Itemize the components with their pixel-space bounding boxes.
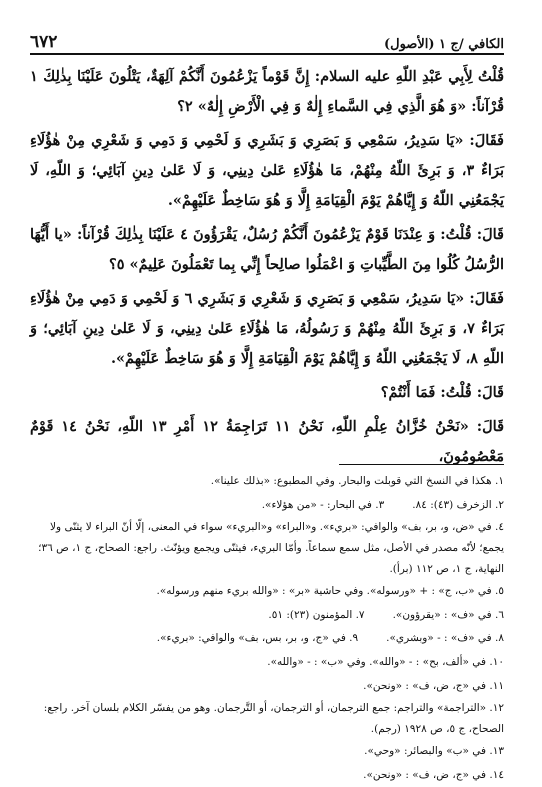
footnote: ٢. الزخرف (٤٣): ٨٤. xyxy=(412,498,504,511)
header-rule xyxy=(30,53,504,55)
paragraph: قَالَ: قُلْتُ: فَمَا أَنْتُمْ؟ xyxy=(380,384,504,401)
footnote: ٣. في البحار: - «من هؤلاء». xyxy=(261,498,385,511)
footnote-row xyxy=(30,627,504,651)
paragraph: قَالَ: قُلْتُ: وَ عِنْدَنَا قَوْمٌ يَزْعُمُونَ أَنَّكُمْ رُسُلٌ، يَقْرَؤُونَ ٤ عَلَيْنَا بِذٰلِكَ قُرْآناً: «يا أَيُّهَا الرُّسُلُ كُلُوا مِنَ الطَّيِّباتِ وَ اعْمَلُوا صالِحاً إِنِّي بِما تَعْمَلُونَ عَلِيمٌ» ٥؟ xyxy=(30,226,504,273)
main-text xyxy=(30,62,504,476)
paragraph: قُلْتُ لِأَبِي عَبْدِ اللّهِ عليه السلام: إِنَّ قَوْماً يَزْعُمُونَ أَنَّكُمْ آلِهَةٌ، يَتْلُونَ عَلَيْنَا بِذٰلِكَ ١ قُرْآناً: «وَ هُوَ الَّذِي فِي السَّماءِ إِلٰهٌ وَ فِي الْأَرْضِ إِلٰهٌ» ٢؟ xyxy=(30,68,504,115)
footnote: ٧. المؤمنون (٢٣): ٥١. xyxy=(268,608,365,621)
paragraph: قَالَ: «نَحْنُ خُزَّانُ عِلْمِ اللّهِ، نَحْنُ ١١ تَرَاجِمَةُ ١٢ أَمْرِ ١٣ اللّهِ، نَحْنُ ١٤ قَوْمٌ مَعْصُومُونَ، xyxy=(30,418,505,465)
running-header xyxy=(30,26,504,52)
footnote: ١١. في «ج، ض، ف» : «ونحن». xyxy=(363,679,504,692)
footnote: ١٣. في «ب» والبصائر: «وحي». xyxy=(364,745,504,758)
footnote: ٦. في «ف» : «يقرؤون». xyxy=(392,608,504,621)
footnote: ٥. في «ب، ج» : + «ورسوله». وفي حاشية «بر» : «والله بريء منهم ورسوله». xyxy=(156,585,504,598)
footnote: ١٠. في «ألف، بح» : - «والله». وفي «ب» : - «والله». xyxy=(267,655,504,668)
paragraph: فَقَالَ: «يَا سَدِيرُ، سَمْعِي وَ بَصَرِي وَ بَشَرِي وَ لَحْمِي وَ دَمِي وَ شَعْرِي مِنْ هٰؤُلَاءِ بَرَاءٌ ٣، وَ بَرِئَ اللّهُ مِنْهُمْ، مَا هٰؤُلَاءِ عَلىٰ دِينِي، وَ لَا عَلىٰ دِينِ آبَائِي؛ وَ اللّهِ، لَا يَجْمَعُنِي اللّهُ وَ إِيَّاهُمْ يَوْمَ الْقِيَامَةِ إِلَّا وَ هُوَ سَاخِطٌ عَلَيْهِمْ». xyxy=(30,132,504,209)
footnotes-rule xyxy=(339,464,504,465)
footnote: ١٤. في «ج، ض، ف» : «ونحن». xyxy=(363,768,504,781)
footnote-row xyxy=(30,604,504,628)
footnote-row xyxy=(30,494,504,518)
book-title: الكافي /ج ١ (الأصول) xyxy=(383,37,504,52)
footnote: ١. هكذا في النسخ التي قوبلت والبحار. وفي المطبوع: «بذلك علينا». xyxy=(210,475,504,487)
paragraph: فَقَالَ: «يَا سَدِيرُ، سَمْعِي وَ بَصَرِي وَ شَعْرِي وَ بَشَرِي ٦ وَ لَحْمِي وَ دَمِي مِنْ هٰؤُلَاءِ بَرَاءٌ ٧، وَ بَرِئَ اللّهُ مِنْهُمْ وَ رَسُولُهُ، مَا هٰؤُلَاءِ عَلىٰ دِينِي، وَ لَا عَلىٰ دِينِ آبَائِي؛ وَ اللّهِ ٨، لَا يَجْمَعُنِي اللّهُ وَ إِيَّاهُمْ يَوْمَ الْقِيَامَةِ إِلَّا وَ هُوَ سَاخِطٌ عَلَيْهِمْ». xyxy=(30,290,504,367)
footnote: ٤. في «ض، و، بر، بف» والوافي: «بريء». و«البراء» و«البريء» سواء في المعنى، إلّا أنّ البراء لا يثنّى ولا يجمع؛ لأنّه مصدر في الأصل، مثل سمع سماعاً. وأمّا البريء، فيثنّى ويجمع ويؤنّث. راجع: الصحاح، ج ١، ص ٣٦؛ النهاية، ج ١، ص ١١٢ (برأ). xyxy=(38,521,504,576)
footnote: ٨. في «ف» : - «وبشري». xyxy=(386,632,504,645)
footnotes xyxy=(30,470,504,787)
page-number: ٦٧٢ xyxy=(30,32,58,52)
footnote: ٩. في «ج، و، بر، بس، بف» والوافي: «بريء». xyxy=(156,632,359,645)
footnote: ١٢. «التراجمة» والتراجم: جمع الترجمان، أو الترجمان، أو التَّرجمان. وهو من يفسّر الكلام بلسان آخر. راجع: الصحاح، ج ٥، ص ١٩٢٨ (رجم). xyxy=(43,702,504,736)
